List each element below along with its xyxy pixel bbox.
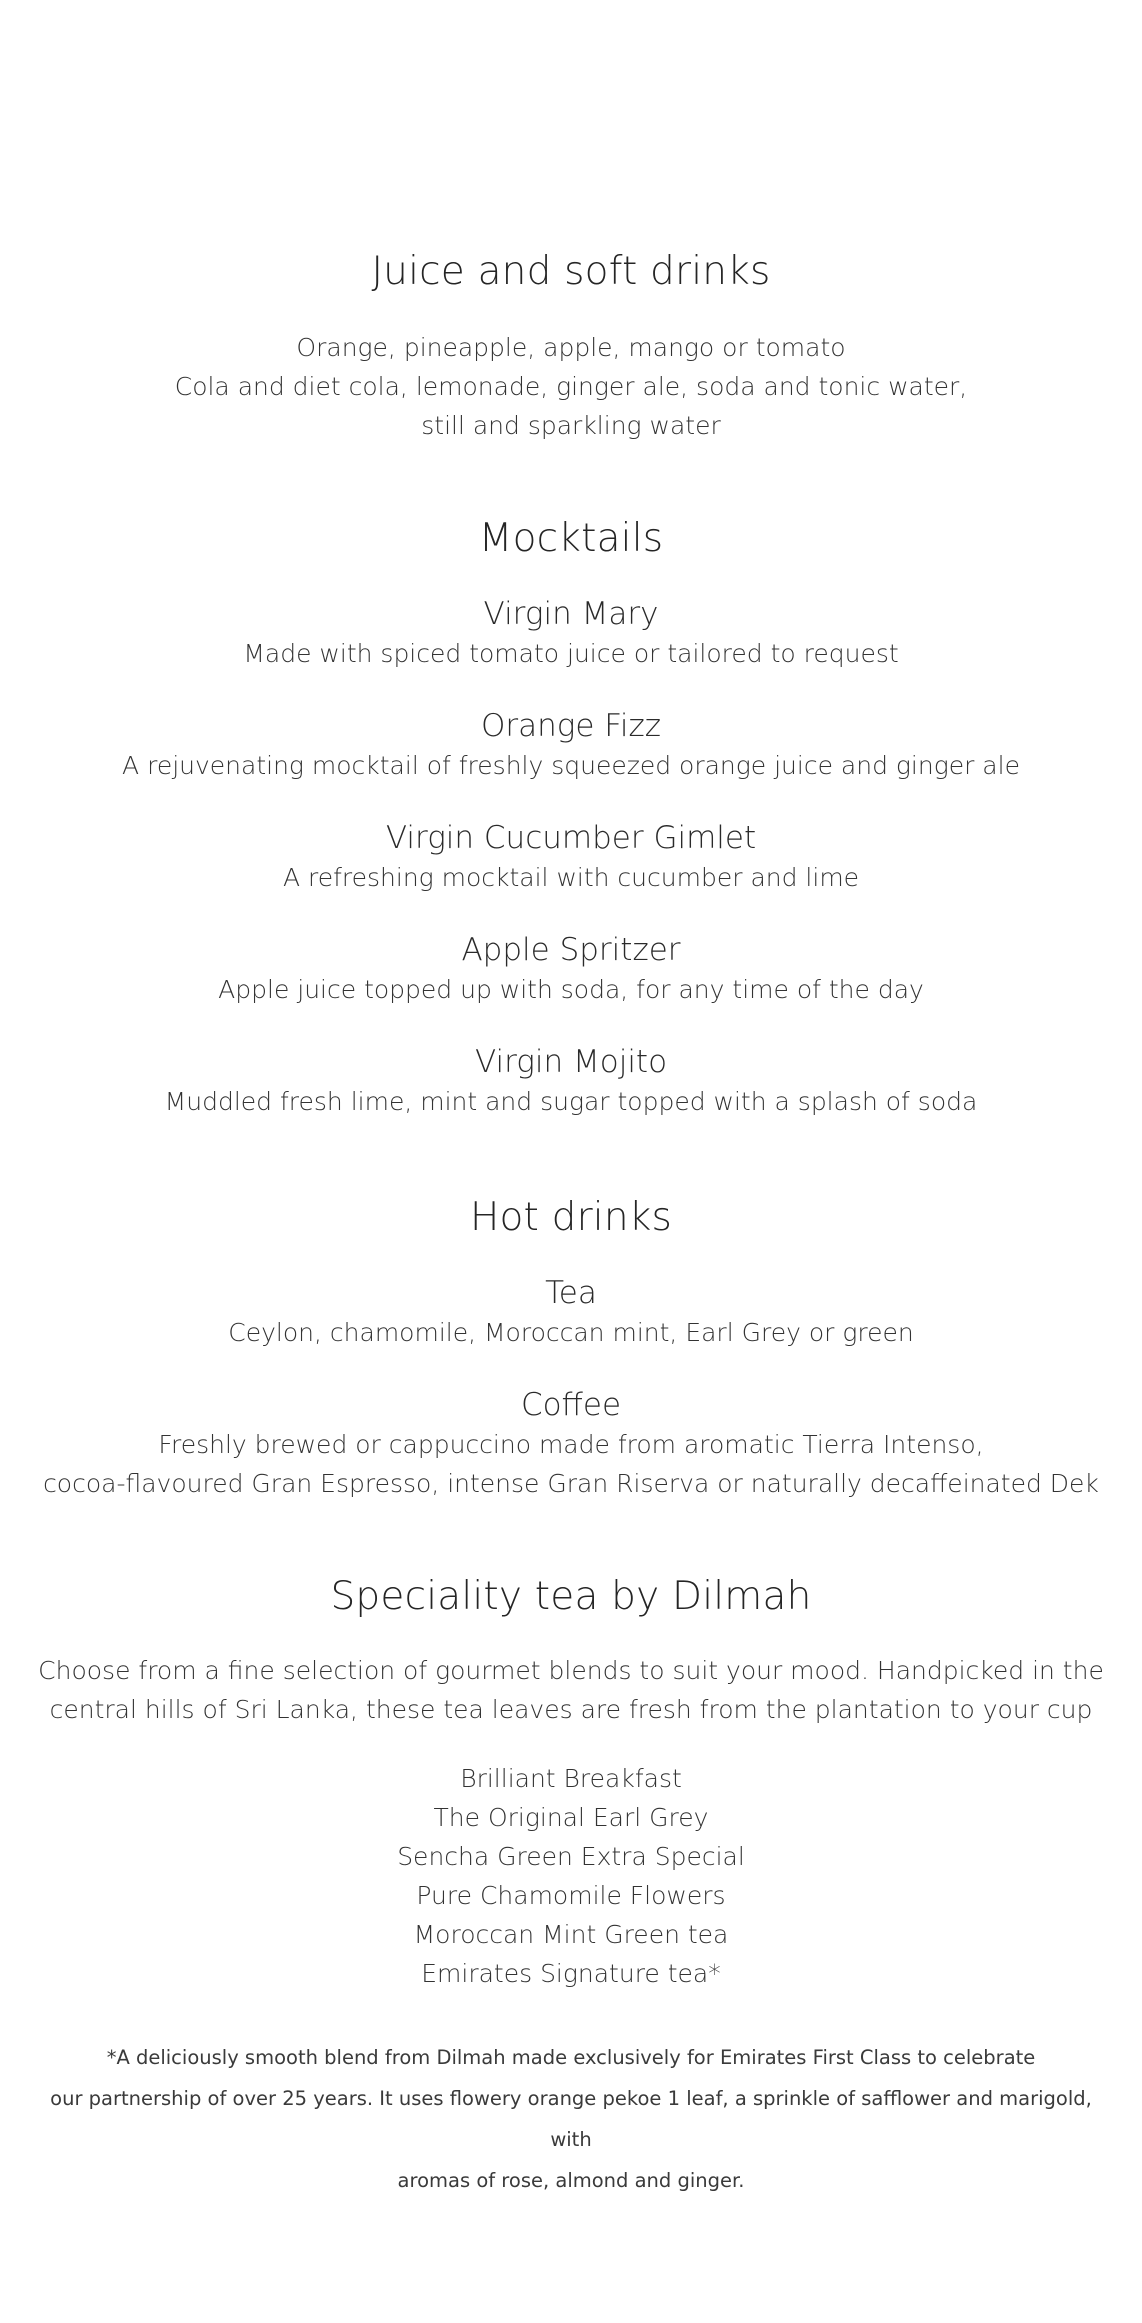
hot-drinks-title: Hot drinks bbox=[469, 1195, 673, 1240]
juice-section bbox=[31, 248, 1111, 445]
mocktail-item bbox=[31, 818, 1111, 897]
mocktail-desc: Made with spiced tomato juice or tailored to request bbox=[243, 639, 899, 668]
tea-list bbox=[31, 1759, 1111, 1993]
tea-list-item: Pure Chamomile Flowers bbox=[416, 1881, 726, 1910]
mocktail-name: Virgin Mary bbox=[483, 596, 659, 632]
coffee-desc: cocoa-flavoured Gran Espresso, intense Gran Riserva or naturally decaffeinated Dek bbox=[43, 1469, 1099, 1498]
mocktail-item bbox=[31, 706, 1111, 785]
mocktail-item bbox=[31, 930, 1111, 1009]
dilmah-section bbox=[31, 1573, 1111, 2201]
mocktail-name: Orange Fizz bbox=[480, 708, 662, 744]
mocktail-name: Virgin Mojito bbox=[474, 1044, 668, 1080]
mocktail-item bbox=[31, 1042, 1111, 1121]
dilmah-title: Speciality tea by Dilmah bbox=[330, 1574, 812, 1619]
coffee-desc: Freshly brewed or cappuccino made from aromatic Tierra Intenso, bbox=[158, 1430, 984, 1459]
footnote-line: aromas of rose, almond and ginger. bbox=[397, 2169, 745, 2192]
hot-drink-item-tea bbox=[31, 1273, 1111, 1352]
dilmah-intro bbox=[31, 1651, 1111, 1729]
hot-drinks-section bbox=[31, 1194, 1111, 1503]
dilmah-intro-line: central hills of Sri Lanka, these tea leaves are fresh from the plantation to your cup bbox=[49, 1695, 1093, 1724]
mocktail-desc: Muddled fresh lime, mint and sugar topped with a splash of soda bbox=[164, 1087, 978, 1116]
mocktail-desc: A refreshing mocktail with cucumber and lime bbox=[282, 863, 860, 892]
juice-title: Juice and soft drinks bbox=[371, 249, 771, 294]
tea-list-item: Moroccan Mint Green tea bbox=[413, 1920, 729, 1949]
coffee-name: Coffee bbox=[520, 1387, 622, 1423]
juice-line: Orange, pineapple, apple, mango or tomato bbox=[296, 333, 846, 362]
mocktail-name: Virgin Cucumber Gimlet bbox=[385, 820, 757, 856]
tea-list-item: The Original Earl Grey bbox=[433, 1803, 709, 1832]
juice-line: still and sparkling water bbox=[421, 411, 721, 440]
tea-list-item: Brilliant Breakfast bbox=[460, 1764, 682, 1793]
footnote bbox=[31, 2037, 1111, 2201]
footnote-line: *A deliciously smooth blend from Dilmah made exclusively for Emirates First Class to celebrate bbox=[106, 2046, 1036, 2069]
tea-desc: Ceylon, chamomile, Moroccan mint, Earl Grey or green bbox=[228, 1318, 914, 1347]
mocktail-name: Apple Spritzer bbox=[461, 932, 681, 968]
dilmah-intro-line: Choose from a fine selection of gourmet blends to suit your mood. Handpicked in the bbox=[38, 1656, 1104, 1685]
tea-list-item: Emirates Signature tea* bbox=[421, 1959, 721, 1988]
tea-name: Tea bbox=[545, 1275, 597, 1311]
mocktail-item bbox=[31, 594, 1111, 673]
mocktails-section bbox=[31, 515, 1111, 1121]
juice-line: Cola and diet cola, lemonade, ginger ale, soda and tonic water, bbox=[174, 372, 968, 401]
mocktails-title: Mocktails bbox=[478, 516, 664, 561]
hot-drink-item-coffee bbox=[31, 1385, 1111, 1503]
mocktail-desc: A rejuvenating mocktail of freshly squeezed orange juice and ginger ale bbox=[122, 751, 1020, 780]
mocktail-desc: Apple juice topped up with soda, for any time of the day bbox=[218, 975, 924, 1004]
tea-list-item: Sencha Green Extra Special bbox=[397, 1842, 745, 1871]
footnote-line: our partnership of over 25 years. It uses flowery orange pekoe 1 leaf, a sprinkle of safflower and marigold, with bbox=[50, 2087, 1092, 2151]
